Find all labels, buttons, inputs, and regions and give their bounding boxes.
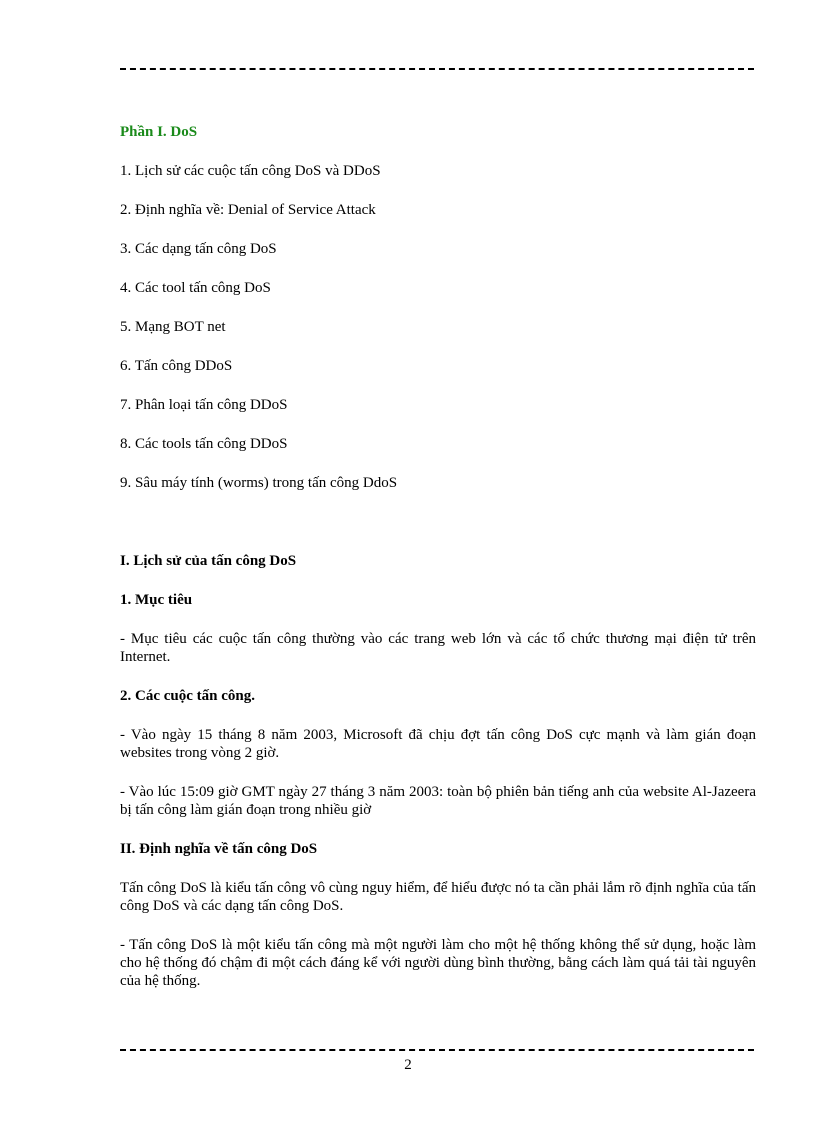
section-2-paragraph-2: - Tấn công DoS là một kiểu tấn công mà một người làm cho một hệ thống không thể sử dụng, hoặc làm cho hệ thống đó chậm đi một cách đáng kể với người dùng bình thường, bằng cách làm quá tải tài nguyên của hệ thống. xyxy=(120,937,756,989)
table-of-contents xyxy=(120,162,756,492)
subsection-1-paragraph: - Mục tiêu các cuộc tấn công thường vào các trang web lớn và các tổ chức thương mại điện tử trên Internet. xyxy=(120,631,756,665)
toc-item: 1. Lịch sử các cuộc tấn công DoS và DDoS xyxy=(120,163,381,179)
toc-item: 8. Các tools tấn công DDoS xyxy=(120,436,288,452)
toc-item: 6. Tấn công DDoS xyxy=(120,358,233,374)
toc-item: 2. Định nghĩa về: Denial of Service Attack xyxy=(120,202,376,218)
toc-item: 3. Các dạng tấn công DoS xyxy=(120,241,277,257)
subsection-2-paragraph-1: - Vào ngày 15 tháng 8 năm 2003, Microsoft đã chịu đợt tấn công DoS cực mạnh và làm gián đoạn websites trong vòng 2 giờ. xyxy=(120,727,756,761)
subsection-2-paragraph-2: - Vào lúc 15:09 giờ GMT ngày 27 tháng 3 năm 2003: toàn bộ phiên bản tiếng anh của website Al-Jazeera bị tấn công làm gián đoạn trong nhiều giờ xyxy=(120,784,756,818)
toc-item: 9. Sâu máy tính (worms) trong tấn công DdoS xyxy=(120,475,398,491)
subsection-1-heading: 1. Mục tiêu xyxy=(120,592,193,608)
toc-item: 7. Phân loại tấn công DDoS xyxy=(120,397,288,413)
toc-item: 5. Mạng BOT net xyxy=(120,319,226,335)
subsection-2-heading: 2. Các cuộc tấn công. xyxy=(120,688,255,704)
page-content xyxy=(120,118,756,990)
section-2-paragraph-1: Tấn công DoS là kiểu tấn công vô cùng nguy hiểm, để hiểu được nó ta cần phải lắm rõ định nghĩa của tấn công DoS và các dạng tấn công DoS. xyxy=(120,880,756,914)
part-title: Phần I. DoS xyxy=(120,124,198,140)
section-2-heading: II. Định nghĩa về tấn công DoS xyxy=(120,841,318,857)
toc-item: 4. Các tool tấn công DoS xyxy=(120,280,271,296)
footer-dashed-rule xyxy=(120,1049,754,1051)
page-number: 2 xyxy=(404,1057,412,1073)
section-1-heading: I. Lịch sử của tấn công DoS xyxy=(120,553,297,569)
header-dashed-rule xyxy=(120,68,754,70)
